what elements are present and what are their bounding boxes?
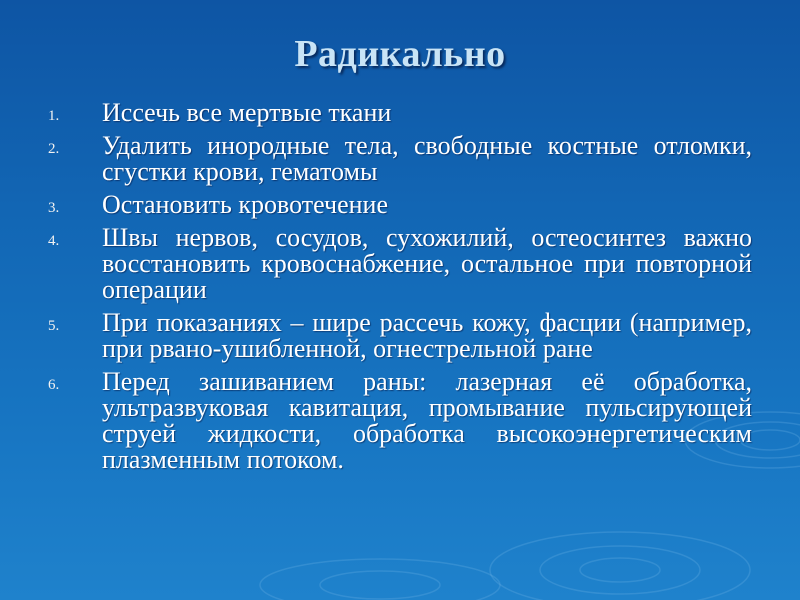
list-item [0, 369, 800, 473]
list-item-text: Остановить кровотечение [102, 190, 388, 219]
list-item [0, 225, 800, 303]
list-item-number: 1. [48, 108, 60, 124]
slide-title: Радикально [294, 33, 506, 75]
list-item-text: Иссечь все мертвые ткани [102, 98, 392, 127]
list-item [0, 310, 800, 362]
list-item [0, 192, 800, 218]
list-item-text: При показаниях – шире рассечь кожу, фасции (например, при рвано-ушибленной, огнестрельной ране [102, 308, 752, 363]
list-item [0, 100, 800, 126]
list-item-number: 2. [48, 141, 60, 157]
list-item-number: 4. [48, 233, 60, 249]
list-item-text: Перед зашиванием раны: лазерная её обработка, ультразвуковая кавитация, промывание пульсирующей струей жидкости, обработка высокоэнергетическим плазменным потоком. [102, 367, 752, 474]
list-item [0, 133, 800, 185]
list-item-text: Удалить инородные тела, свободные костные отломки, сгустки крови, гематомы [102, 131, 752, 186]
action-list [0, 100, 800, 480]
list-item-number: 6. [48, 377, 60, 393]
list-item-text: Швы нервов, сосудов, сухожилий, остеосинтез важно восстановить кровоснабжение, остальное при повторной операции [102, 223, 752, 304]
list-item-number: 5. [48, 318, 60, 334]
list-item-number: 3. [48, 200, 60, 216]
